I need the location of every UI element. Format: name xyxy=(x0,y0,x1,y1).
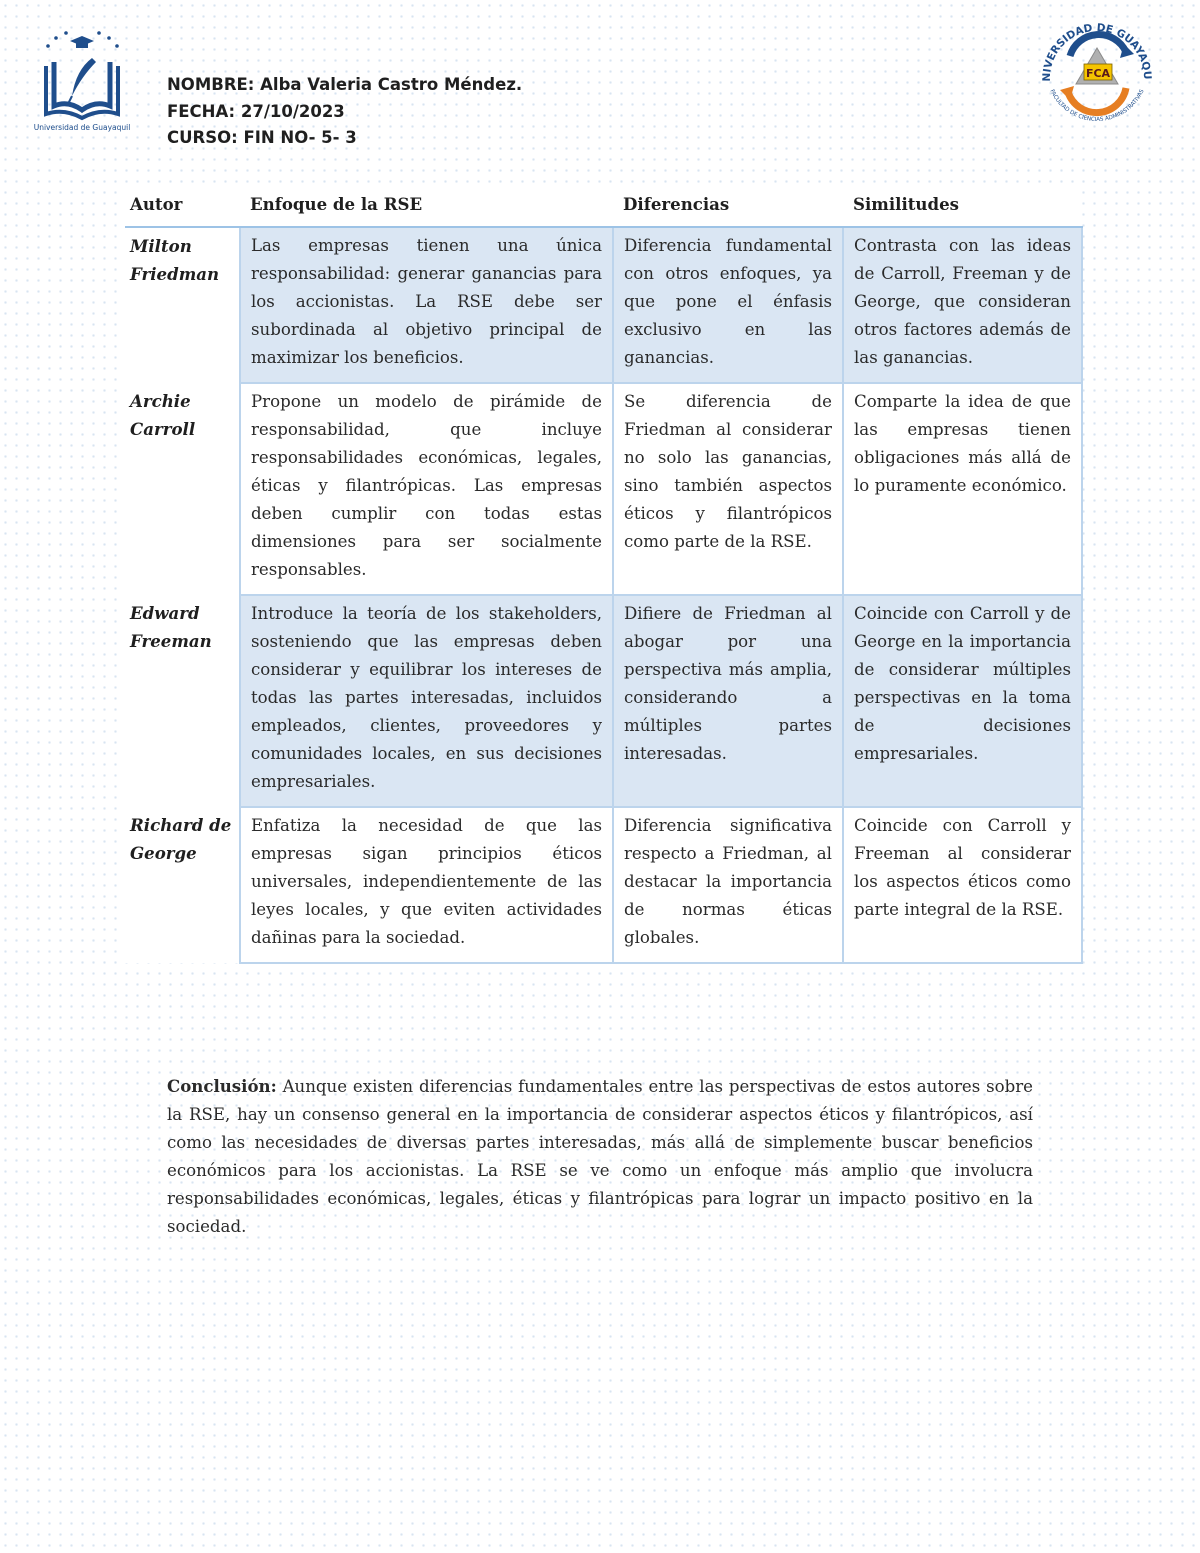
diferencias-cell: Se diferencia de Friedman al considerar no solo las ganancias, sino también aspectos éticos y filantrópicos como parte de la RSE. xyxy=(613,383,843,595)
svg-text:FCA: FCA xyxy=(1085,67,1111,80)
author-cell: Milton Friedman xyxy=(125,227,240,383)
table-row xyxy=(125,807,1082,963)
similitudes-cell: Contrasta con las ideas de Carroll, Freeman y de George, que consideran otros factores además de las ganancias. xyxy=(843,227,1082,383)
table-row xyxy=(125,383,1082,595)
diferencias-cell: Diferencia significativa respecto a Friedman, al destacar la importancia de normas éticas globales. xyxy=(613,807,843,963)
similitudes-cell: Comparte la idea de que las empresas tienen obligaciones más allá de lo puramente económico. xyxy=(843,383,1082,595)
table-row xyxy=(125,595,1082,807)
author-cell: Richard de George xyxy=(125,807,240,963)
university-logo-left xyxy=(30,24,135,134)
student-name: NOMBRE: Alba Valeria Castro Méndez. xyxy=(167,75,523,94)
author-cell: Edward Freeman xyxy=(125,595,240,807)
header-diferencias: Diferencias xyxy=(613,188,843,227)
svg-text:FACULTAD DE CIENCIAS ADMINISTR: FACULTAD DE CIENCIAS ADMINISTRATIVAS xyxy=(1048,88,1146,124)
fca-seal-icon xyxy=(1032,8,1162,138)
table-header-row xyxy=(125,188,1082,227)
diferencias-cell: Diferencia fundamental con otros enfoques, ya que pone el énfasis exclusivo en las ganancias. xyxy=(613,227,843,383)
similitudes-cell: Coincide con Carroll y Freeman al considerar los aspectos éticos como parte integral de la RSE. xyxy=(843,807,1082,963)
svg-text:UNIVERSIDAD DE GUAYAQUIL: NIVERSIDAD DE GUAYAQU xyxy=(1040,21,1154,82)
header-autor: Autor xyxy=(125,188,240,227)
date-line: FECHA: 27/10/2023 xyxy=(167,101,345,121)
diferencias-cell: Difiere de Friedman al abogar por una perspectiva más amplia, considerando a múltiples partes interesadas. xyxy=(613,595,843,807)
enfoque-cell: Las empresas tienen una única responsabilidad: generar ganancias para los accionistas. La RSE debe ser subordinada al objetivo principal de maximizar los beneficios. xyxy=(240,227,613,383)
faculty-logo-right xyxy=(1032,8,1162,138)
header-similitudes: Similitudes xyxy=(843,188,1082,227)
enfoque-cell: Enfatiza la necesidad de que las empresas sigan principios éticos universales, independientemente de las leyes locales, y que eviten actividades dañinas para la sociedad. xyxy=(240,807,613,963)
svg-text:Universidad de Guayaquil: Universidad de Guayaquil xyxy=(33,123,131,132)
book-quill-icon xyxy=(30,24,135,134)
enfoque-cell: Propone un modelo de pirámide de responsabilidad, que incluye responsabilidades económicas, legales, éticas y filantrópicas. Las empresas deben cumplir con todas estas dimensiones para ser socialmente responsables. xyxy=(240,383,613,595)
document-header xyxy=(167,72,522,152)
conclusion-text: Aunque existen diferencias fundamentales entre las perspectivas de estos autores sobre la RSE, hay un consenso general en la importancia de considerar aspectos éticos y filantrópicos, así como las necesidades de diversas partes interesadas, más allá de simplemente buscar beneficios económicos para los accionistas. La RSE se ve como un enfoque más amplio que involucra responsabilidades económicas, legales, éticas y filantrópicas para lograr un impacto positivo en la sociedad. xyxy=(167,1077,1033,1236)
course-line: CURSO: FIN NO- 5- 3 xyxy=(167,128,357,147)
rse-comparison-table xyxy=(125,188,1083,964)
conclusion-label: Conclusión: xyxy=(167,1076,277,1096)
conclusion-paragraph xyxy=(167,1072,1033,1241)
table-row xyxy=(125,227,1082,383)
header-enfoque: Enfoque de la RSE xyxy=(240,188,613,227)
enfoque-cell: Introduce la teoría de los stakeholders, sosteniendo que las empresas deben considerar y equilibrar los intereses de todas las partes interesadas, incluidos empleados, clientes, proveedores y comunidades locales, en sus decisiones empresariales. xyxy=(240,595,613,807)
author-cell: Archie Carroll xyxy=(125,383,240,595)
similitudes-cell: Coincide con Carroll y de George en la importancia de considerar múltiples perspectivas en la toma de decisiones empresariales. xyxy=(843,595,1082,807)
